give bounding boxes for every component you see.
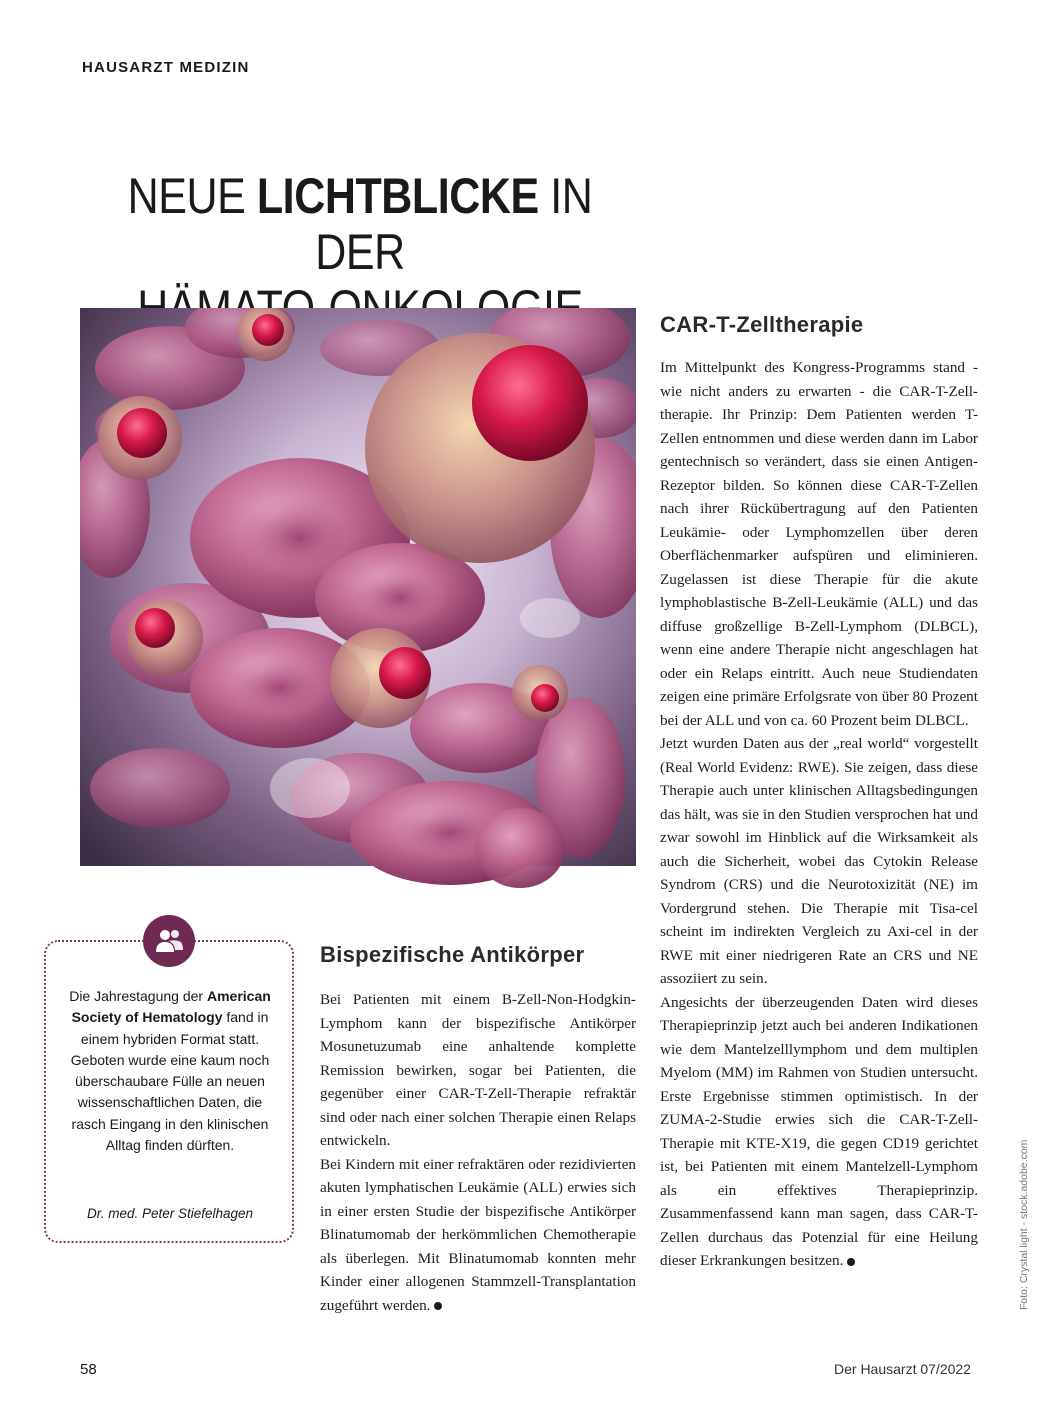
subheading-bispecific: Bispezifische Antikörper [320,942,585,967]
info-text-bold: American Society of Hematology [71,988,271,1026]
end-mark [434,1302,442,1310]
subheading-car-t: CAR-T-Zelltherapie [660,312,864,337]
headline-part2: IN DER [315,168,593,280]
info-box-author: Dr. med. Peter Stiefelhagen [86,1206,254,1221]
info-box-text [64,986,276,1156]
blood-cells-illustration [80,308,636,898]
paragraph: Jetzt wurden Daten aus der „real world“ vorgestellt (Real World Evidenz: RWE). Sie zeigen, dass diese Therapie auch unter klinischen Alltagsbedingungen das hält, was sie in den Studien versprochen hat und zwar sowohl im Hinblick auf die Wirksamkeit als auch die Sicherheit, wobei das Cytokin Release Syndrom (CRS) und die Neurotoxizität (NE) im Vordergrund stehen. Die Therapie mit Tisa-cel scheint im indirekten Vergleich zu Axi-cel in der RWE mit einer niedrigeren Rate an CRS und NE assoziiert zu sein. [660,735,978,987]
paragraph-text: Angesichts der überzeugenden Daten wird dieses Therapieprinzip jetzt auch bei anderen Indikationen wie dem Mantelzelllymphom und dem multiplen Myelom (MM) im Rahmen von Studien untersucht. Erste Ergebnisse stimmen optimistisch. In der ZUMA-2-Studie erwies sich die CAR-T-Zell-Therapie mit KTE-X19, die gegen CD19 gerichtet ist, bei Patienten mit einem Mantelzell-Lymphom als ein effektives Therapieprinzip. Zusammenfassend kann man sagen, dass CAR-T-Zellen durchaus das Potenzial für eine Heilung dieser Erkrankungen besitzen. [660,993,978,1269]
issue-label: Der Hausarzt 07/2022 [834,1361,971,1377]
headline-part1: NEUE [127,168,257,224]
paragraph: Bei Patienten mit einem B-Zell-Non-Hodgkin-Lymphom kann der bispezifische Antikörper Mosunetuzumab eine anhaltende komplette Remission bewirken, sogar bei Patienten, die gegenüber einer CAR-T-Zell-Therapie refraktär sind oder nach einer solchen Therapie einen Relaps entwickeln. [320,991,636,1149]
paragraph: Im Mittelpunkt des Kongress-Programms stand - wie nicht anders zu erwarten - die CAR-T-Zell-therapie. Ihr Prinzip: Dem Patienten werden T-Zellen entnommen und diese werden dann im Labor gentechnisch so verändert, dass sie einen Antigen-Rezeptor bilden. So können diese CAR-T-Zellen nach ihrer Rückübertragung auf den Patienten Leukämie- oder Lymphomzellen über deren Oberflächenmarker aufspüren und eliminieren. Zugelassen ist diese Therapie für die akute lymphoblastische B-Zell-Leukämie (ALL) und das diffuse großzellige B-Zell-Lymphom (DLBCL), wenn eine andere Therapie nicht angeschlagen hat oder ein Relaps eintritt. Auch neue Studiendaten zeigen eine primäre Erfolgsrate von über 80 Prozent bei der ALL und von ca. 60 Prozent beim DLBCL. [660,359,978,729]
page-number: 58 [80,1361,97,1378]
info-text-end: fand in einem hybriden Format statt. Geboten wurde eine kaum noch überschaubare Fülle an neuen wissenschaftlichen Daten, die rasch Eingang in den klinischen Alltag finden dürften. [70,1009,270,1154]
people-icon [143,915,195,967]
paragraph [660,991,978,1273]
headline-bold: LICHTBLICKE [256,168,539,224]
car-t-column [660,356,978,1273]
paragraph [320,1153,636,1318]
section-label: HAUSARZT MEDIZIN [82,59,250,76]
photo-credit: Foto: Crystal light - stock.adobe.com [1018,1139,1030,1310]
bispecific-column [320,988,636,1317]
end-mark [847,1258,855,1266]
info-text-start: Die Jahrestagung der [69,988,207,1004]
paragraph-text: Bei Kindern mit einer refraktären oder rezidivierten akuten lymphatischen Leukämie (ALL) erwies sich in einer ersten Studie der bispezifische Antikörper Blinatumomab der herkömmlichen Chemotherapie als überlegen. Mit Blinatumomab konnten mehr Kinder einer allogenen Stammzell-Transplantation zugeführt werden. [320,1155,636,1314]
hero-illustration [80,308,636,866]
